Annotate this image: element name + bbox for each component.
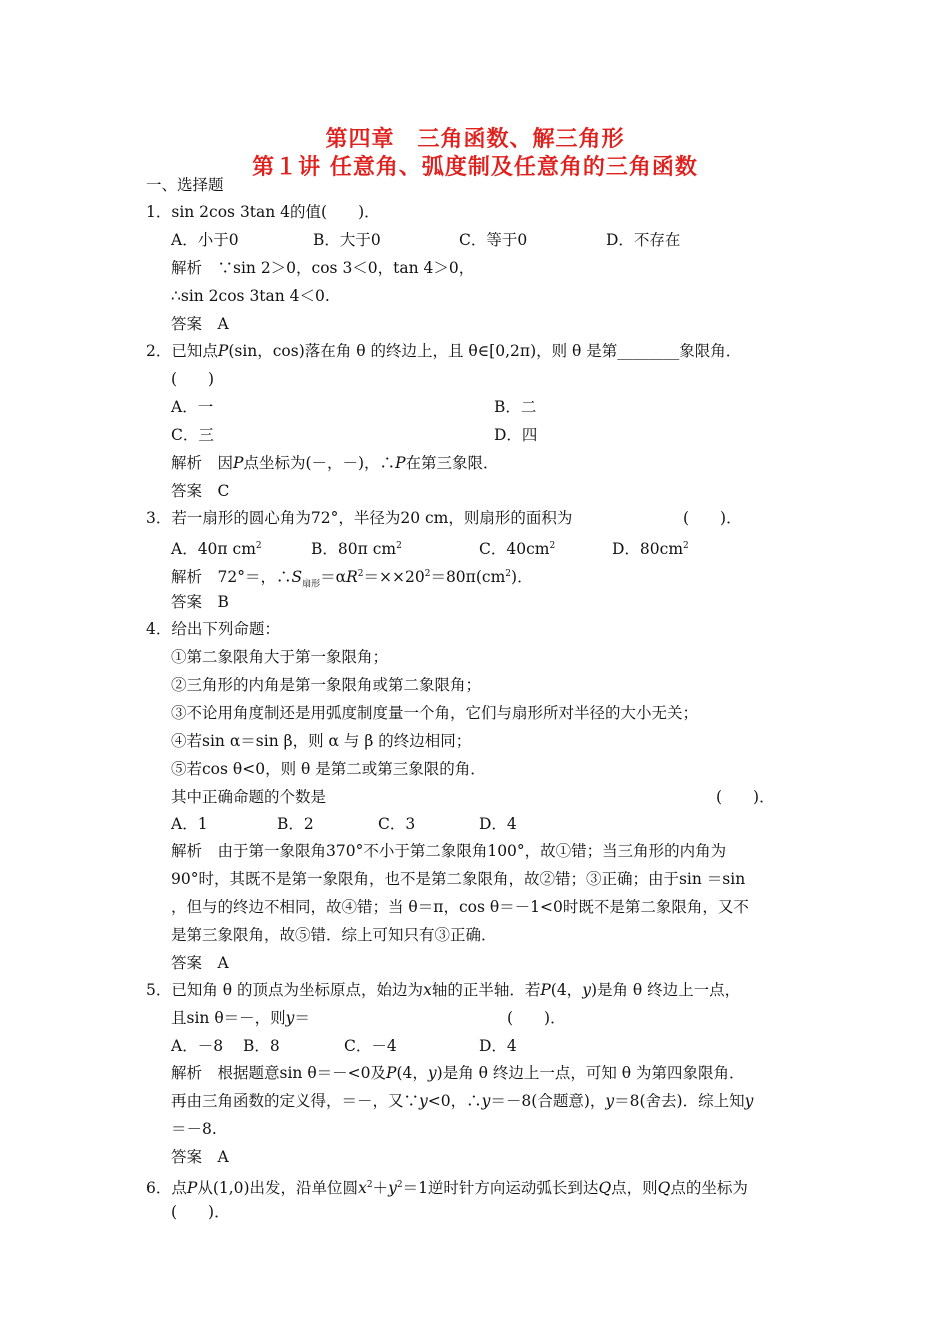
q2-option-d: D．四 [494,426,538,444]
q5-stem-line1: 5．已知角 θ 的顶点为坐标原点，始边为x轴的正半轴．若P(4，y)是角 θ 终边上一点， [146,981,741,999]
q5-solution-line1: 解析 根据题意sin θ＝－<0及P(4，y)是角 θ 终边上一点，可知 θ 为第四象限角． [171,1064,745,1082]
q3-option-b: B．80π $cm^2$ [311,540,402,559]
q5-option-b: B．8 [243,1037,280,1055]
q6-stem: 6．点P从(1,0)出发，沿单位圆$x^2+y^2=1$逆时针方向运动弧长到达Q点，则Q点的坐标为 [146,1179,748,1198]
section-heading: 一、选择题 [146,176,224,194]
q2-option-c: C．三 [171,426,214,444]
q2-solution: 解析 因P点坐标为(－，－)，∴P在第三象限． [171,454,499,472]
q5-option-d: D．4 [479,1037,517,1055]
q4-paren: ( )． [716,788,775,806]
q2-answer: 答案 C [171,482,230,500]
q1-solution-line2: ∴sin 2cos 3tan 4＜0. [171,287,330,305]
q2-option-a: A．一 [171,398,214,416]
q4-solution-line3: ，但与的终边不相同，故④错；当 θ＝π，cos θ＝－1<0时既不是第二象限角，又不 [171,898,749,916]
q4-proposition-4: ④若sin α＝sin β，则 α 与 β 的终边相同； [171,732,472,750]
q2-paren: ( ) [171,370,215,388]
q1-option-d: D．不存在 [606,231,681,249]
q3-stem: 3．若一扇形的圆心角为72°，半径为20 cm，则扇形的面积为 [146,509,573,527]
q4-solution-line2: 90°时，其既不是第一象限角，也不是第二象限角，故②错；③正确；由于sin ＝sin [171,870,746,888]
q3-option-a: A．40π $cm^2$ [171,540,262,559]
q4-option-c: C．3 [378,815,416,833]
q5-option-c: C．－4 [344,1037,397,1055]
q4-solution-line4: 是第三象限角，故⑤错．综上可知只有③正确． [171,926,497,944]
q4-solution-line1: 解析 由于第一象限角370°不小于第二象限角100°，故①错；当三角形的内角为 [171,842,727,860]
q4-option-b: B．2 [277,815,314,833]
q2-option-b: B．二 [494,398,537,416]
q5-stem-line2: 且sin θ＝－，则y＝ [171,1009,310,1027]
q4-answer: 答案 A [171,954,229,972]
q4-proposition-5: ⑤若cos θ<0，则 θ 是第二或第三象限的角． [171,760,486,778]
q3-solution: 解析 72°＝，$\therefore S_{扇形}=\alpha R^2=\times\times 20^2=80\pi(cm^2)$． [171,568,533,590]
q4-proposition-2: ②三角形的内角是第一象限角或第二象限角； [171,676,482,694]
q6-paren: ( )． [171,1203,230,1221]
q1-option-b: B．大于0 [313,231,381,249]
chapter-title: 第四章 三角函数、解三角形 [325,126,625,152]
q5-option-a: A．－8 [171,1037,224,1055]
q4-stem: 4．给出下列命题： [146,620,280,638]
q5-solution-line3: ＝－8. [171,1120,217,1138]
lecture-title: 第１讲 任意角、弧度制及任意角的三角函数 [252,154,698,180]
q3-paren: ( )． [683,509,742,527]
q3-option-d: D．$80cm^2$ [612,540,689,559]
q3-answer: 答案 B [171,593,229,611]
q1-stem: 1．sin 2cos 3tan 4的值( )． [146,203,380,221]
q1-solution-line1: 解析 ∵sin 2＞0，cos 3＜0，tan 4＞0， [171,259,475,277]
q1-option-c: C．等于0 [459,231,528,249]
q3-option-c: C．$40cm^2$ [479,540,556,559]
q5-paren: ( )． [507,1009,566,1027]
q4-question: 其中正确命题的个数是 [171,788,327,806]
q1-answer: 答案 A [171,315,229,333]
q5-solution-line2: 再由三角函数的定义得，＝－，又∵y<0，∴y＝－8(合题意)，y＝8(舍去)．综上知y [171,1092,754,1110]
q1-option-a: A．小于0 [171,231,239,249]
q4-proposition-3: ③不论用角度制还是用弧度制度量一个角，它们与扇形所对半径的大小无关； [171,704,699,722]
q5-answer: 答案 A [171,1148,229,1166]
q4-option-a: A．1 [171,815,208,833]
q2-stem: 2．已知点P(sin，cos)落在角 θ 的终边上，且 θ∈[0,2π)，则 θ 是第________象限角． [146,342,742,360]
q4-option-d: D．4 [479,815,517,833]
q4-proposition-1: ①第二象限角大于第一象限角； [171,648,389,666]
